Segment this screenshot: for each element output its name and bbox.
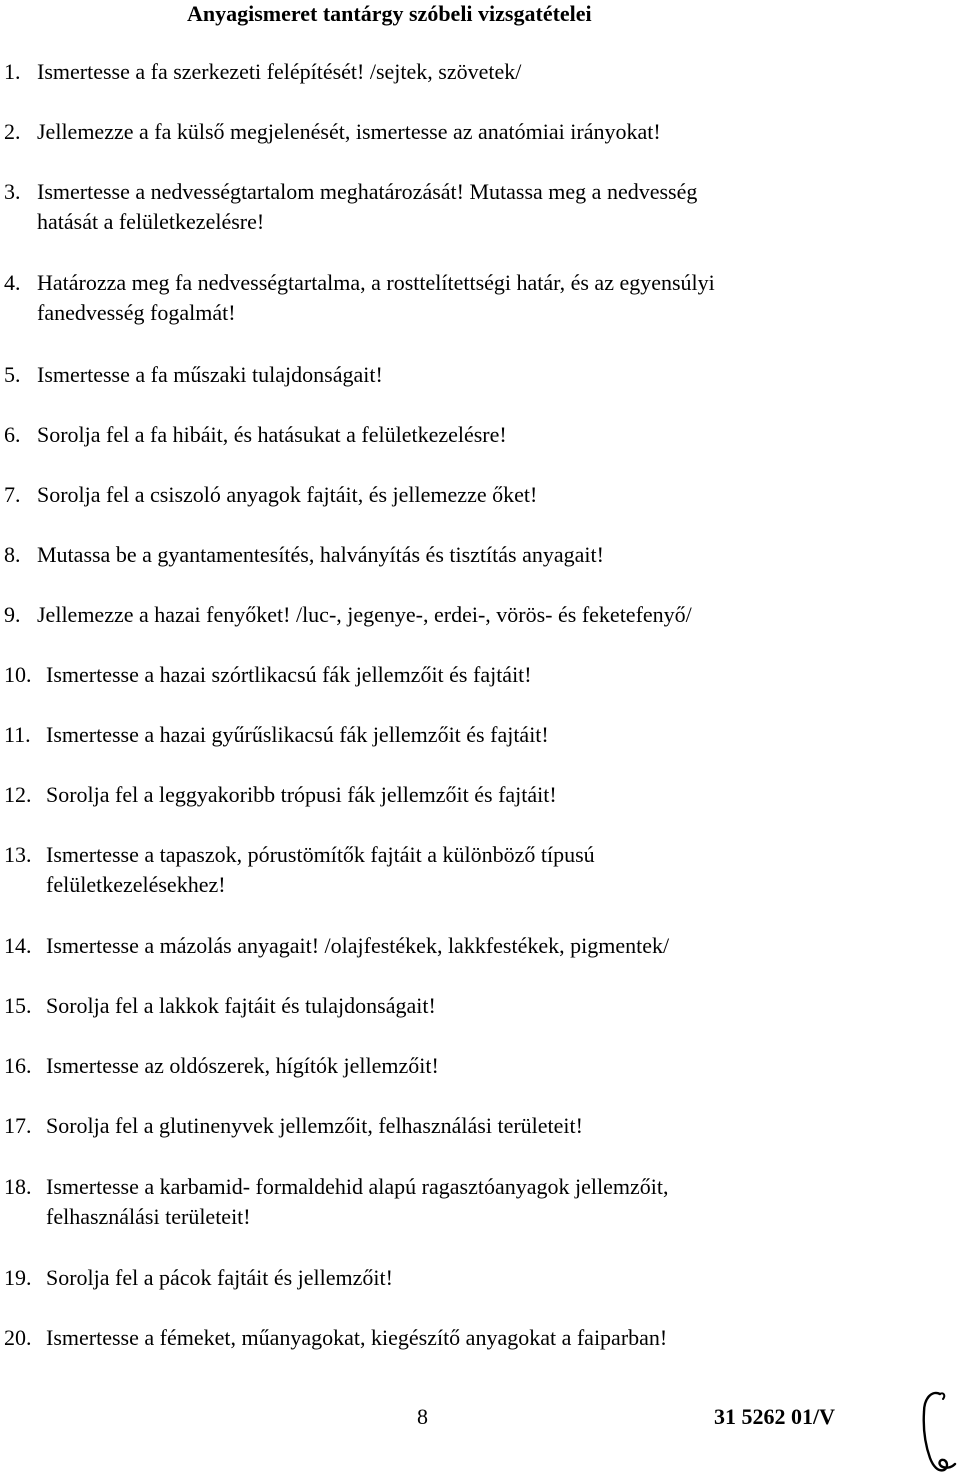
item-text: Jellemezze a hazai fenyőket! /luc-, jegenye-, erdei-, vörös- és feketefenyő/ xyxy=(37,602,692,627)
item-number: 10. xyxy=(4,662,32,687)
document-code: 31 5262 01/V xyxy=(714,1404,835,1429)
item-text: Sorolja fel a lakkok fajtáit és tulajdonságait! xyxy=(46,993,436,1018)
list-item xyxy=(0,780,900,810)
item-number: 5. xyxy=(4,362,21,387)
item-number: 20. xyxy=(4,1325,32,1350)
list-item xyxy=(0,117,900,147)
list-item xyxy=(0,177,900,237)
item-number: 9. xyxy=(4,602,21,627)
item-number: 15. xyxy=(4,993,32,1018)
item-text: Ismertesse a hazai szórtlikacsú fák jellemzőit és fajtáit! xyxy=(46,662,532,687)
item-text: Sorolja fel a pácok fajtáit és jellemzőit! xyxy=(46,1265,393,1290)
item-text: Ismertesse a fa műszaki tulajdonságait! xyxy=(37,362,383,387)
item-number: 7. xyxy=(4,482,21,507)
item-number: 4. xyxy=(4,270,21,295)
list-item xyxy=(0,1263,900,1293)
item-text: Sorolja fel a glutinenyvek jellemzőit, felhasználási területeit! xyxy=(46,1113,583,1138)
item-text: Ismertesse a nedvességtartalom meghatározását! Mutassa meg a nedvesség xyxy=(37,179,698,204)
item-text: Ismertesse a mázolás anyagait! /olajfestékek, lakkfestékek, pigmentek/ xyxy=(46,933,670,958)
item-number: 13. xyxy=(4,842,32,867)
item-number: 11. xyxy=(4,722,31,747)
item-text: Sorolja fel a csiszoló anyagok fajtáit, és jellemezze őket! xyxy=(37,482,538,507)
list-item xyxy=(0,840,900,900)
item-text-continued: hatását a felületkezelésre! xyxy=(37,209,265,234)
item-text: Ismertesse a hazai gyűrűslikacsú fák jellemzőit és fajtáit! xyxy=(46,722,549,747)
item-text: Ismertesse a fémeket, műanyagokat, kiegészítő anyagokat a faiparban! xyxy=(46,1325,668,1350)
list-item xyxy=(0,600,900,630)
item-number: 6. xyxy=(4,422,21,447)
item-text: Sorolja fel a fa hibáit, és hatásukat a felületkezelésre! xyxy=(37,422,507,447)
list-item xyxy=(0,931,900,961)
list-item xyxy=(0,540,900,570)
list-item xyxy=(0,268,900,328)
handwritten-signature-icon xyxy=(910,1384,960,1478)
list-item xyxy=(0,1323,900,1353)
item-text: Jellemezze a fa külső megjelenését, ismertesse az anatómiai irányokat! xyxy=(37,119,661,144)
item-number: 1. xyxy=(4,59,21,84)
page-title: Anyagismeret tantárgy szóbeli vizsgatételei xyxy=(187,1,592,26)
item-text: Ismertesse az oldószerek, hígítók jellemzőit! xyxy=(46,1053,439,1078)
item-number: 3. xyxy=(4,179,21,204)
item-text: Mutassa be a gyantamentesítés, halványítás és tisztítás anyagait! xyxy=(37,542,604,567)
item-text-continued: felületkezelésekhez! xyxy=(46,872,226,897)
item-number: 2. xyxy=(4,119,21,144)
list-item xyxy=(0,420,900,450)
item-number: 8. xyxy=(4,542,21,567)
list-item xyxy=(0,1051,900,1081)
item-number: 16. xyxy=(4,1053,32,1078)
item-number: 17. xyxy=(4,1113,32,1138)
list-item xyxy=(0,991,900,1021)
item-number: 14. xyxy=(4,933,32,958)
item-number: 12. xyxy=(4,782,32,807)
list-item xyxy=(0,660,900,690)
item-text-continued: fanedvesség fogalmát! xyxy=(37,300,236,325)
item-text-continued: felhasználási területeit! xyxy=(46,1204,251,1229)
list-item xyxy=(0,1111,900,1141)
list-item xyxy=(0,720,900,750)
item-text: Határozza meg fa nedvességtartalma, a rosttelítettségi határ, és az egyensúlyi xyxy=(37,270,715,295)
page-number: 8 xyxy=(417,1404,428,1429)
item-number: 18. xyxy=(4,1174,32,1199)
item-text: Ismertesse a karbamid- formaldehid alapú ragasztóanyagok jellemzőit, xyxy=(46,1174,669,1199)
item-text: Ismertesse a tapaszok, pórustömítők fajtáit a különböző típusú xyxy=(46,842,595,867)
list-item xyxy=(0,57,900,87)
list-item xyxy=(0,480,900,510)
list-item xyxy=(0,360,900,390)
item-text: Ismertesse a fa szerkezeti felépítését! /sejtek, szövetek/ xyxy=(37,59,522,84)
item-text: Sorolja fel a leggyakoribb trópusi fák jellemzőit és fajtáit! xyxy=(46,782,557,807)
list-item xyxy=(0,1172,900,1232)
item-number: 19. xyxy=(4,1265,32,1290)
